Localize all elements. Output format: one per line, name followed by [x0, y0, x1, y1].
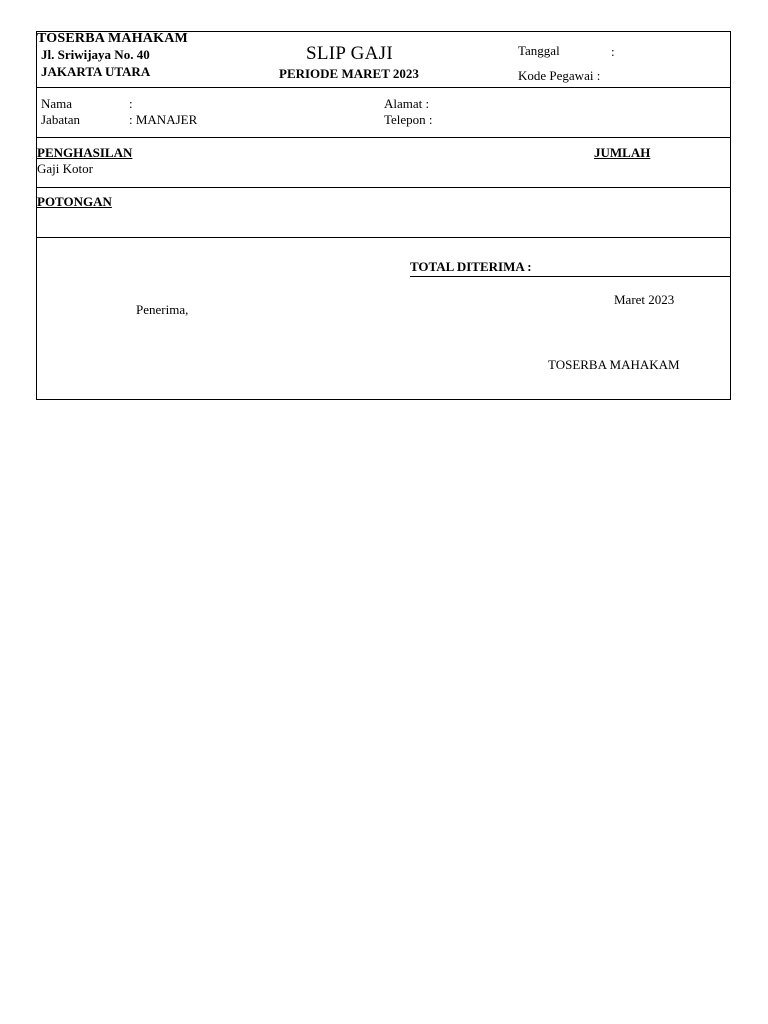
slip-period: PERIODE MARET 2023 [279, 66, 419, 81]
employee-divider [37, 137, 730, 138]
signer-name: TOSERBA MAHAKAM [548, 357, 680, 372]
company-address: Jl. Sriwijaya No. 40 [41, 47, 150, 62]
position-value: : MANAJER [129, 112, 198, 127]
deduction-heading: POTONGAN [37, 194, 112, 209]
phone-label: Telepon : [384, 112, 433, 127]
name-label: Nama [41, 96, 73, 111]
total-label: TOTAL DITERIMA : [410, 259, 532, 274]
total-underline [410, 276, 730, 277]
employee-code-label: Kode Pegawai : [518, 68, 601, 83]
name-colon: : [129, 96, 133, 111]
receiver-label: Penerima, [136, 302, 189, 317]
amount-heading: JUMLAH [594, 145, 651, 160]
position-label: Jabatan [41, 112, 80, 127]
date-colon: : [611, 44, 615, 59]
header-divider [37, 87, 730, 88]
slip-title: SLIP GAJI [306, 43, 393, 64]
income-heading: PENGHASILAN [37, 145, 133, 160]
address-label: Alamat : [384, 96, 430, 111]
income-divider [37, 187, 730, 188]
company-city: JAKARTA UTARA [41, 64, 151, 79]
footer-date: Maret 2023 [614, 292, 675, 307]
date-label: Tanggal [518, 43, 560, 58]
company-name: TOSERBA MAHAKAM [37, 31, 188, 46]
salary-slip [36, 31, 731, 400]
income-item-gross-salary: Gaji Kotor [37, 161, 93, 176]
deduction-divider [37, 237, 730, 238]
